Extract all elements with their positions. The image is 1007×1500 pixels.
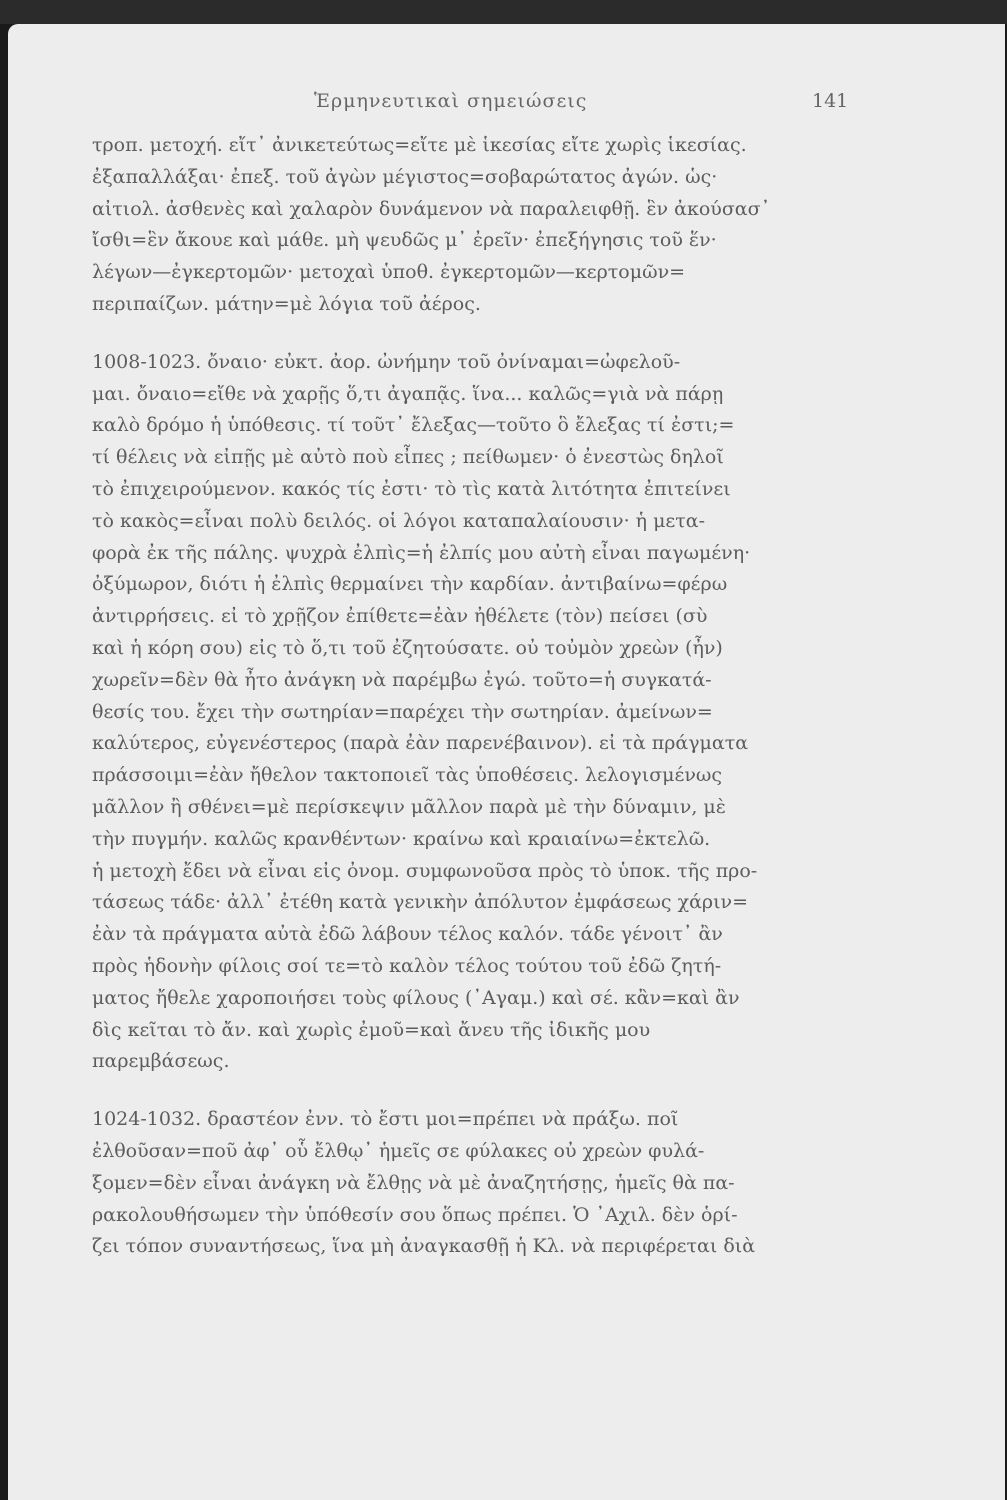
text-line: ξομεν=δὲν εἶναι ἀνάγκη νὰ ἔλθῃς νὰ μὲ ἀναζητήσῃς, ἡμεῖς θὰ πα- xyxy=(92,1171,735,1194)
text-line: καὶ ἡ κόρη σου) εἰς τὸ ὅ,τι τοῦ ἐζητούσατε. οὐ τοὐμὸν χρεὼν (ἦν) xyxy=(92,636,723,659)
text-line: μᾶλλον ἢ σθένει=μὲ περίσκεψιν μᾶλλον παρὰ μὲ τὴν δύναμιν, μὲ xyxy=(92,795,726,818)
text-line: περιπαίζων. μάτην=μὲ λόγια τοῦ ἀέρος. xyxy=(92,292,481,315)
body-text xyxy=(92,130,862,1263)
paragraph-gap xyxy=(92,1078,862,1104)
text-line: τὸ κακὸς=εἶναι πολὺ δειλός. οἱ λόγοι καταπαλαίουσιν· ἡ μετα- xyxy=(92,509,706,532)
text-line: τὸ ἐπιχειρούμενον. κακός τίς ἐστι· τὸ τὶς κατὰ λιτότητα ἐπιτείνει xyxy=(92,477,731,500)
text-line: ἐξαπαλλάξαι· ἐπεξ. τοῦ ἀγὼν μέγιστος=σοβαρώτατος ἀγών. ὡς· xyxy=(92,165,718,188)
text-line: δὶς κεῖται τὸ ἄν. καὶ χωρὶς ἐμοῦ=καὶ ἄνευ τῆς ἰδικῆς μου xyxy=(92,1018,651,1041)
text-line: ρακολουθήσωμεν τὴν ὑπόθεσίν σου ὅπως πρέπει. Ὁ ᾿Αχιλ. δὲν ὁρί- xyxy=(92,1203,738,1226)
text-line: τὴν πυγμήν. καλῶς κρανθέντων· κραίνω καὶ κραιαίνω=ἐκτελῶ. xyxy=(92,827,711,850)
text-line: τάσεως τάδε· ἀλλ᾽ ἐτέθη κατὰ γενικὴν ἀπόλυτον ἐμφάσεως χάριν= xyxy=(92,891,749,914)
paragraph xyxy=(92,1104,862,1263)
page-header xyxy=(0,90,1007,120)
text-line: ὀξύμωρον, διότι ἡ ἐλπὶς θερμαίνει τὴν καρδίαν. ἀντιβαίνω=φέρω xyxy=(92,573,728,596)
text-line: καλύτερος, εὐγενέστερος (παρὰ ἐὰν παρενέβαινον). εἰ τὰ πράγματα xyxy=(92,732,749,755)
text-line: ἴσθι=ἓν ἄκουε καὶ μάθε. μὴ ψευδῶς μ᾽ ἐρεῖν· ἐπεξήγησις τοῦ ἕν· xyxy=(92,229,717,252)
paragraph xyxy=(92,347,862,1078)
scan-top-band xyxy=(0,0,1007,24)
text-line: ἀντιρρήσεις. εἰ τὸ χρῇζον ἐπίθετε=ἐὰν ἠθέλετε (τὸν) πείσει (σὺ xyxy=(92,605,708,628)
text-line: τροπ. μετοχή. εἴτ᾽ ἀνικετεύτως=εἴτε μὲ ἱκεσίας εἴτε χωρὶς ἱκεσίας. xyxy=(92,134,747,156)
text-line: ματος ἤθελε χαροποιήσει τοὺς φίλους (᾿Αγαμ.) καὶ σέ. κἂν=καὶ ἂν xyxy=(92,986,740,1009)
text-line: ἐὰν τὰ πράγματα αὐτὰ ἐδῶ λάβουν τέλος καλόν. τάδε γένοιτ᾽ ἂν xyxy=(92,923,723,946)
text-line: 1008-1023. ὄναιο· εὐκτ. ἀορ. ὠνήμην τοῦ ὀνίναμαι=ὠφελοῦ- xyxy=(92,350,681,373)
text-line: ἡ μετοχὴ ἔδει νὰ εἶναι εἰς ὀνομ. συμφωνοῦσα πρὸς τὸ ὑποκ. τῆς προ- xyxy=(92,859,758,882)
text-line: ζει τόπον συναντήσεως, ἵνα μὴ ἀναγκασθῇ ἡ Κλ. νὰ περιφέρεται διὰ xyxy=(92,1235,756,1258)
text-line: τί θέλεις νὰ εἰπῇς μὲ αὐτὸ ποὺ εἶπες ; πείθωμεν· ὁ ἐνεστὼς δηλοῖ xyxy=(92,446,724,469)
text-line: πρὸς ἡδονὴν φίλοις σοί τε=τὸ καλὸν τέλος τούτου τοῦ ἐδῶ ζητή- xyxy=(92,954,722,977)
text-line: ἐλθοῦσαν=ποῦ ἀφ᾽ οὗ ἔλθῳ᾽ ἡμεῖς σε φύλακες οὐ χρεὼν φυλά- xyxy=(92,1139,705,1162)
text-line: πράσσοιμι=ἐὰν ἤθελον τακτοποιεῖ τὰς ὑποθέσεις. λελογισμένως xyxy=(92,764,723,787)
text-line: αἰτιολ. ἀσθενὲς καὶ χαλαρὸν δυνάμενον νὰ παραλειφθῇ. ἓν ἀκούσασ᾽ xyxy=(92,197,771,220)
text-line: καλὸ δρόμο ἡ ὑπόθεσις. τί τοῦτ᾽ ἔλεξας—τοῦτο ὃ ἔλεξας τί ἐστι;= xyxy=(92,414,735,437)
text-line: φορὰ ἐκ τῆς πάλης. ψυχρὰ ἐλπὶς=ἡ ἐλπίς μου αὐτὴ εἶναι παγωμένη· xyxy=(92,541,751,564)
text-line: θεσίς του. ἔχει τὴν σωτηρίαν=παρέχει τὴν σωτηρίαν. ἀμείνων= xyxy=(92,700,713,723)
text-line: παρεμβάσεως. xyxy=(92,1050,230,1073)
paragraph xyxy=(92,130,862,321)
text-line: λέγων—ἐγκερτομῶν· μετοχαὶ ὑποθ. ἐγκερτομῶν—κερτομῶν= xyxy=(92,261,686,284)
paragraph-gap xyxy=(92,321,862,347)
text-line: μαι. ὄναιο=εἴθε νὰ χαρῇς ὅ,τι ἀγαπᾷς. ἵνα... καλῶς=γιὰ νὰ πάρῃ xyxy=(92,382,724,405)
text-line: χωρεῖν=δὲν θὰ ἦτο ἀνάγκη νὰ παρέμβω ἐγώ. τοῦτο=ἡ συγκατά- xyxy=(92,668,712,691)
running-title: Ἑρμηνευτικαὶ σημειώσεις xyxy=(314,90,588,112)
text-line: 1024-1032. δραστέον ἐνν. τὸ ἔστι μοι=πρέπει νὰ πράξω. ποῖ xyxy=(92,1108,679,1131)
page-number: 141 xyxy=(812,90,849,112)
